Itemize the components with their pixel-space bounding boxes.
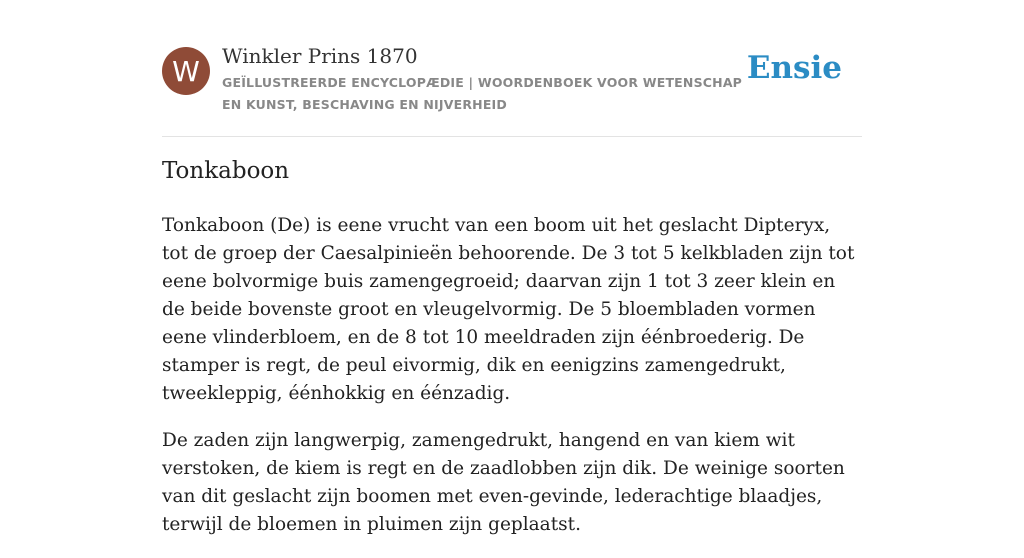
article-paragraph: Tonkaboon (De) is eene vrucht van een boom uit het geslacht Dipteryx, tot de groep der Caesalpinieën behoorende. De 3 tot 5 kelkbladen zijn tot eene bolvormige buis zamengegroeid; daarvan zijn 1 tot 3 zeer klein en de beide bovenste groot en vleugelvormig. De 5 bloembladen vormen eene vlinderbloem, en de 8 tot 10 meeldraden zijn éénbroederig. De stamper is regt, de peul eivormig, dik en eenigzins zamengedrukt, tweekleppig, éénhokkig en éénzadig. [162,215,855,404]
page-content [162,0,862,535]
source-title[interactable]: Winkler Prins 1870 [222,44,418,68]
article-paragraph: De zaden zijn langwerpig, zamengedrukt, hangend en van kiem wit verstoken, de kiem is regt en de zaadlobben zijn dik. De weinige soorten van dit geslacht zijn boomen met even-gevinde, lederachtige blaadjes, terwijl de bloemen in pluimen zijn geplaatst. [162,430,845,535]
ensie-logo-link[interactable]: Ensie [746,50,842,86]
source-subtitle: GEÏLLUSTREERDE ENCYCLOPÆDIE | WOORDENBOEK VOOR WETENSCHAP EN KUNST, BESCHAVING EN NIJVERHEID [222,75,743,112]
source-header [162,0,862,137]
article-body [162,212,862,558]
article-title: Tonkaboon [162,158,290,184]
source-avatar[interactable]: W [162,47,210,95]
